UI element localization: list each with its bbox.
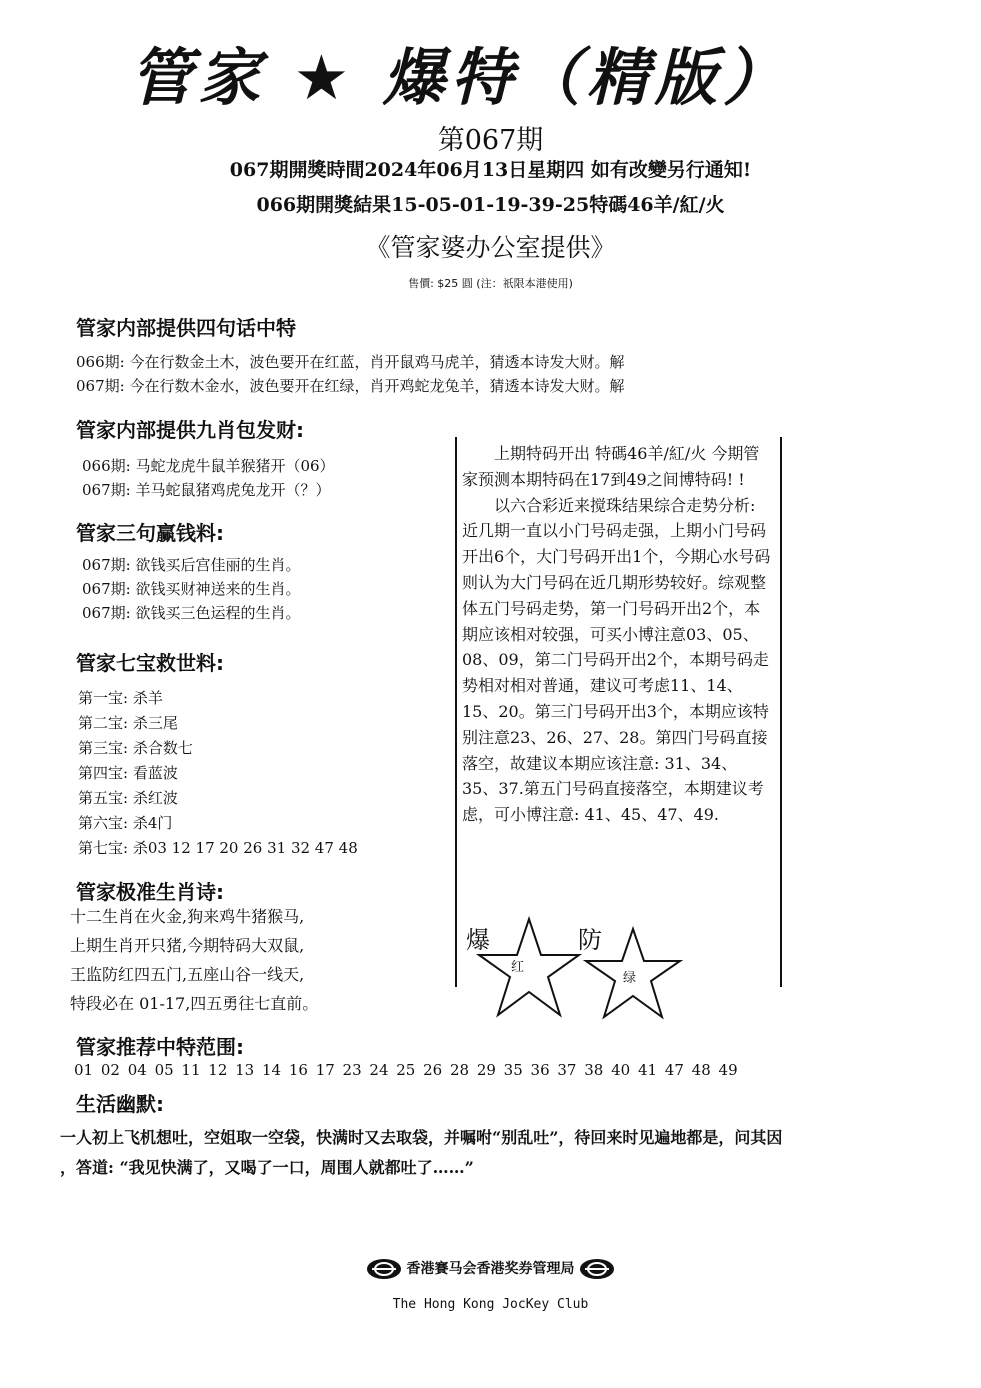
poem-heading: 管家极准生肖诗: <box>76 880 224 904</box>
three-sentences-heading: 管家三句赢钱料: <box>76 521 224 545</box>
nine-zodiac-list <box>82 454 335 502</box>
nine-zodiac-heading: 管家内部提供九肖包发财: <box>76 418 304 442</box>
list-item: 第三宝: 杀合数七 <box>78 739 193 757</box>
footer-org-name: 香港賽马会香港奖券管理局 <box>406 1261 575 1277</box>
list-item: 067期: 欲钱买财神送来的生肖。 <box>82 580 301 598</box>
last-result: 066期開獎結果15-05-01-19-39-25特碼46羊/紅/火 <box>256 194 725 216</box>
issue-number: 第067期 <box>437 125 544 156</box>
jockey-club-logo-icon <box>579 1258 615 1280</box>
humor-heading: 生活幽默: <box>76 1092 164 1116</box>
list-item: 上期生肖开只猪,今期特码大双鼠, <box>70 936 305 955</box>
list-item: 第一宝: 杀羊 <box>78 689 163 707</box>
three-sentences-list <box>82 553 300 625</box>
four-lines-heading: 管家内部提供四句话中特 <box>76 316 296 340</box>
footer-org <box>0 1258 981 1280</box>
star1-label: 爆 <box>466 926 490 954</box>
star2-label: 防 <box>578 926 602 954</box>
list-item: 067期: 欲钱买三色运程的生肖。 <box>82 604 301 622</box>
list-item: 第五宝: 杀红波 <box>78 789 178 807</box>
list-item: 066期: 马蛇龙虎牛鼠羊猴猪开（06） <box>82 457 335 475</box>
list-item: 067期: 羊马蛇鼠猪鸡虎兔龙开（？） <box>82 481 331 499</box>
recommend-heading: 管家推荐中特范围: <box>76 1035 244 1059</box>
star-icon: ★ <box>293 41 356 114</box>
list-item: 特段必在 01-17,四五勇往七直前。 <box>70 994 319 1013</box>
price-note: 售價: $25 圓 (注：祇限本港使用) <box>408 277 573 290</box>
analysis-paragraph-1: 上期特码开出 特碼46羊/紅/火 今期管家预测本期特码在17到49之间博特码! ! <box>462 444 760 489</box>
footer-org-en: The Hong Kong JocKey Club <box>392 1297 589 1312</box>
humor-text <box>60 1123 960 1183</box>
list-item: 第七宝: 杀03 12 17 20 26 31 32 47 48 <box>78 839 358 857</box>
list-item: 王监防红四五门,五座山谷一线天, <box>70 965 305 984</box>
analysis-text <box>462 441 772 828</box>
office-credit: 《管家婆办公室提供》 <box>365 233 616 262</box>
star2-color: 绿 <box>623 971 637 986</box>
list-item: 067期: 今在行数木金水，波色要开在红绿，肖开鸡蛇龙兔羊，猜透本诗发大财。解 <box>76 377 625 395</box>
page-title <box>130 28 791 117</box>
humor-line-2: ，答道: “我见快满了，又喝了一口，周围人就都吐了……” <box>60 1158 474 1177</box>
star-icon <box>474 915 584 1020</box>
star1-color: 红 <box>511 960 525 975</box>
list-item: 067期: 欲钱买后宫佳丽的生肖。 <box>82 556 301 574</box>
list-item: 第四宝: 看蓝波 <box>78 764 178 782</box>
recommend-numbers: 01 02 04 05 11 12 13 14 16 17 23 24 25 26 28 29 35 36 37 38 40 41 47 48 49 <box>74 1061 738 1079</box>
four-lines-list <box>76 350 624 398</box>
list-item: 066期: 今在行数金土木，波色要开在红蓝，肖开鼠鸡马虎羊，猜透本诗发大财。解 <box>76 353 625 371</box>
title-left: 管家 <box>130 41 267 114</box>
poem-lines <box>70 902 318 1018</box>
list-item: 第六宝: 杀4门 <box>78 814 173 832</box>
draw-time: 067期開獎時間2024年06月13日星期四 如有改變另行通知! <box>229 159 752 181</box>
jockey-club-logo-icon <box>366 1258 402 1280</box>
analysis-paragraph-2: 以六合彩近来搅珠结果综合走势分析: 近几期一直以小门号码走强，上期小门号码开出6个，大门号码开出1个，今期心水号码则认为大门号码在近几期形势较好。综观整体五门号码走势，第一门号码开出2个，本期应该相对较强，可买小博注意03、05、08、09，第二门号码开出2个，本期号码走势相对相对普通，建议可考虑11、14、15、20。第三门号码开出3个，本期应该特别注意23、26、27、28。第四门号码直接落空，故建议本期应该注意: 31、34、35、37.第五门号码直接落空，本期建议考虑，可小博注意: 41、45、47、49. <box>462 495 771 825</box>
seven-treasures-heading: 管家七宝救世料: <box>76 651 224 675</box>
humor-line-1: 一人初上飞机想吐，空姐取一空袋，快满时又去取袋，并嘱咐“别乱吐”，待回来时见遍地都是，问其因 <box>60 1128 783 1147</box>
list-item: 第二宝: 杀三尾 <box>78 714 178 732</box>
title-right: 爆特（精版） <box>382 41 791 114</box>
list-item: 十二生肖在火金,狗来鸡牛猪猴马, <box>70 907 305 926</box>
seven-treasures-list <box>78 686 358 861</box>
